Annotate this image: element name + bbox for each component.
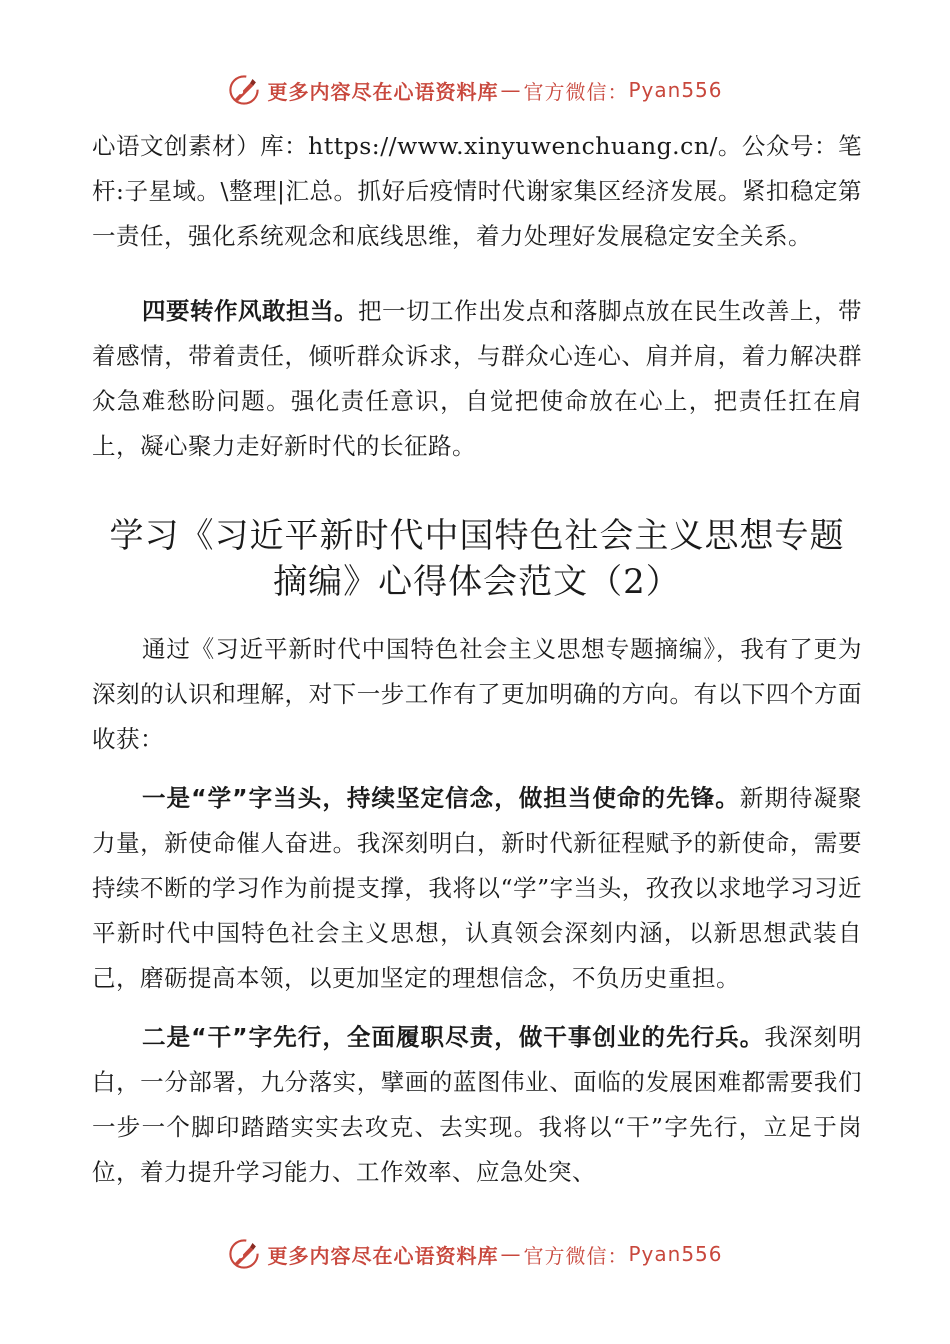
paragraph-point-one <box>92 776 862 1001</box>
paragraph-overview: 通过《习近平新时代中国特色社会主义思想专题摘编》，我有了更为深刻的认识和理解，对下一步工作有了更加明确的方向。有以下四个方面收获： <box>92 635 862 753</box>
paragraph-lead: 四要转作风敢担当。 <box>142 297 358 325</box>
pen-logo-icon <box>227 73 261 107</box>
watermark-contact-label: 官方微信： <box>523 1243 629 1268</box>
watermark-separator: — <box>500 1242 522 1266</box>
watermark-separator: — <box>500 78 522 102</box>
watermark-contact-label: 官方微信： <box>523 79 629 104</box>
paragraph-lead: 一是“学”字当头，持续坚定信念，做担当使命的先锋。 <box>142 784 740 812</box>
footer-watermark <box>0 1232 950 1276</box>
header-watermark <box>0 68 950 112</box>
watermark-contact-id: Pyan556 <box>628 1242 723 1266</box>
paragraph-intro: 心语文创素材）库：https://www.xinyuwenchuang.cn/。公众号：笔杆:子星域。\整理|汇总。抓好后疫情时代谢家集区经济发展。紧扣稳定第一责任，强化系统观念和底线思维，着力处理好发展稳定安全关系。 <box>92 132 862 250</box>
paragraph-body: 新期待凝聚力量，新使命催人奋进。我深刻明白，新时代新征程赋予的新使命，需要持续不断的学习作为前提支撑，我将以“学”字当头，孜孜以求地学习习近平新时代中国特色社会主义思想，认真领会深刻内涵，以新思想武装自己，磨砺提高本领，以更加坚定的理想信念，不负历史重担。 <box>92 784 863 992</box>
paragraph-point-two <box>92 1015 862 1195</box>
paragraph-point-four <box>92 289 862 469</box>
watermark-text: 更多内容尽在心语资料库 <box>267 1243 499 1268</box>
pen-logo-icon <box>227 1237 261 1271</box>
paragraph-body: 把一切工作出发点和落脚点放在民生改善上，带着感情，带着责任，倾听群众诉求，与群众心连心、肩并肩，着力解决群众急难愁盼问题。强化责任意识，自觉把使命放在心上，把责任扛在肩上，凝心聚力走好新时代的长征路。 <box>92 297 862 460</box>
watermark-contact-id: Pyan556 <box>628 78 723 102</box>
section-heading <box>92 513 862 605</box>
paragraph-body: 我深刻明白，一分部署，九分落实，擘画的蓝图伟业、面临的发展困难都需要我们一步一个脚印踏踏实实去攻克、去实现。我将以“干”字先行，立足于岗位，着力提升学习能力、工作效率、应急处突、 <box>92 1023 863 1186</box>
watermark-text: 更多内容尽在心语资料库 <box>267 79 499 104</box>
paragraph-lead: 二是“干”字先行，全面履职尽责，做干事创业的先行兵。 <box>142 1023 765 1051</box>
heading-line-1: 学习《习近平新时代中国特色社会主义思想专题 <box>109 516 845 556</box>
heading-line-2: 摘编》心得体会范文（2） <box>273 562 681 602</box>
document-body <box>92 124 862 1209</box>
